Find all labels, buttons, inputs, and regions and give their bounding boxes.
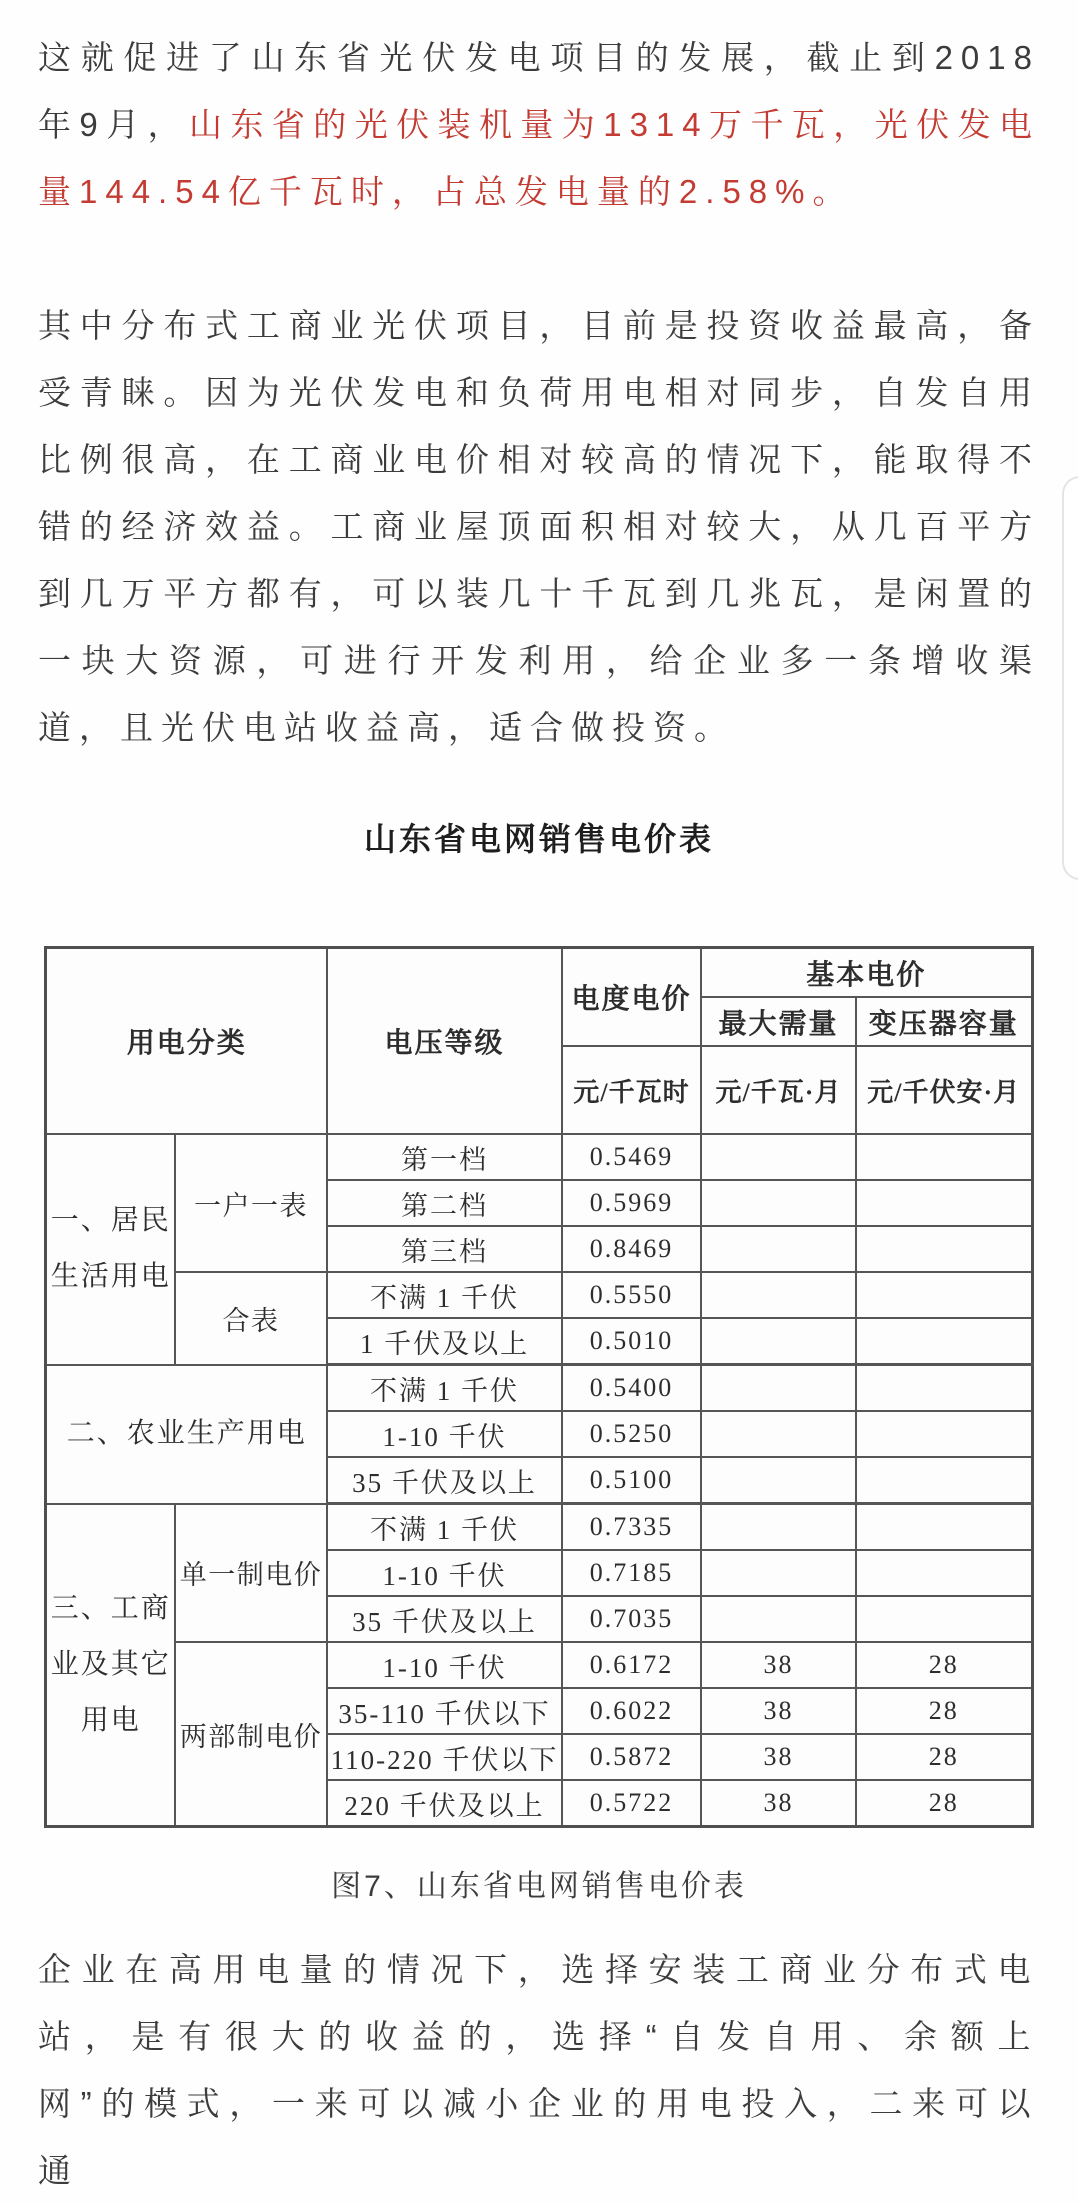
price-cell: 0.7335 (562, 1504, 701, 1551)
intro-highlight-text: 山东省的光伏装机量为1314万千瓦，光伏发电量144.54亿千瓦时，占总发电量的2.58%。 (38, 106, 1040, 210)
table-row (46, 1272, 1032, 1318)
header-transformer: 变压器容量 (856, 997, 1032, 1046)
demand-cell: 38 (701, 1642, 856, 1688)
price-cell: 0.5969 (562, 1180, 701, 1226)
header-energy-price: 电度电价 (562, 948, 701, 1047)
group-single-meter: 一户一表 (175, 1134, 327, 1272)
floating-panel-edge (1062, 476, 1078, 880)
unit-energy: 元/千瓦时 (562, 1046, 701, 1134)
category-agriculture: 二、农业生产用电 (46, 1365, 327, 1504)
transformer-cell (856, 1134, 1032, 1180)
price-cell: 0.6022 (562, 1688, 701, 1734)
transformer-cell (856, 1457, 1032, 1504)
voltage-cell: 35-110 千伏以下 (327, 1688, 562, 1734)
transformer-cell (856, 1180, 1032, 1226)
table-row (46, 1134, 1032, 1180)
demand-cell: 38 (701, 1780, 856, 1827)
demand-cell (701, 1365, 856, 1412)
voltage-cell: 35 千伏及以上 (327, 1596, 562, 1642)
price-cell: 0.7185 (562, 1550, 701, 1596)
demand-cell (701, 1134, 856, 1180)
demand-cell (701, 1180, 856, 1226)
voltage-cell: 1 千伏及以上 (327, 1318, 562, 1365)
transformer-cell (856, 1365, 1032, 1412)
unit-transformer: 元/千伏安·月 (856, 1046, 1032, 1134)
header-category: 用电分类 (46, 948, 327, 1135)
paragraph-conclusion: 企业在高用电量的情况下，选择安装工商业分布式电站，是有很大的收益的，选择“自发自用、余额上网”的模式，一来可以减小企业的用电投入，二来可以通 (38, 1951, 1040, 2189)
price-cell: 0.8469 (562, 1226, 701, 1272)
voltage-cell: 1-10 千伏 (327, 1642, 562, 1688)
table-title: 山东省电网销售电价表 (363, 821, 714, 857)
transformer-cell (856, 1596, 1032, 1642)
voltage-cell: 不满 1 千伏 (327, 1272, 562, 1318)
voltage-cell: 1-10 千伏 (327, 1550, 562, 1596)
voltage-cell: 110-220 千伏以下 (327, 1734, 562, 1780)
category-residential: 一、居民生活用电 (46, 1134, 175, 1365)
unit-demand: 元/千瓦·月 (701, 1046, 856, 1134)
demand-cell (701, 1457, 856, 1504)
table-header-row-1 (46, 948, 1032, 998)
price-cell: 0.5550 (562, 1272, 701, 1318)
voltage-cell: 第二档 (327, 1180, 562, 1226)
transformer-cell (856, 1318, 1032, 1365)
header-voltage: 电压等级 (327, 948, 562, 1135)
transformer-cell (856, 1411, 1032, 1457)
table-row (46, 1365, 1032, 1412)
demand-cell (701, 1226, 856, 1272)
table-row (46, 1504, 1032, 1551)
demand-cell (701, 1596, 856, 1642)
demand-cell (701, 1504, 856, 1551)
header-max-demand: 最大需量 (701, 997, 856, 1046)
voltage-cell: 1-10 千伏 (327, 1411, 562, 1457)
electricity-price-table (44, 946, 1033, 1828)
table-row (46, 1642, 1032, 1688)
paragraph-commercial-pv: 其中分布式工商业光伏项目，目前是投资收益最高，备受青睐。因为光伏发电和负荷用电相对同步，自发自用比例很高，在工商业电价相对较高的情况下，能取得不错的经济效益。工商业屋顶面积相对较大，从几百平方到几万平方都有，可以装几十千瓦到几兆瓦，是闲置的一块大资源，可进行开发利用，给企业多一条增收渠道，且光伏电站收益高，适合做投资。 (38, 307, 1040, 746)
group-single-rate: 单一制电价 (175, 1504, 327, 1643)
figure-caption: 图7、山东省电网销售电价表 (331, 1870, 747, 1903)
demand-cell (701, 1550, 856, 1596)
intro-normal-text: 这就促进了山东省光伏发电项目的发展，截止到2018年9月， (38, 39, 1040, 143)
price-cell: 0.5100 (562, 1457, 701, 1504)
demand-cell: 38 (701, 1688, 856, 1734)
price-cell: 0.7035 (562, 1596, 701, 1642)
demand-cell (701, 1411, 856, 1457)
price-cell: 0.5250 (562, 1411, 701, 1457)
transformer-cell: 28 (856, 1642, 1032, 1688)
price-cell: 0.5722 (562, 1780, 701, 1827)
voltage-cell: 不满 1 千伏 (327, 1504, 562, 1551)
category-industrial-commercial: 三、工商业及其它用电 (46, 1504, 175, 1827)
group-combined-meter: 合表 (175, 1272, 327, 1365)
price-cell: 0.6172 (562, 1642, 701, 1688)
transformer-cell: 28 (856, 1688, 1032, 1734)
transformer-cell: 28 (856, 1780, 1032, 1827)
price-cell: 0.5400 (562, 1365, 701, 1412)
voltage-cell: 不满 1 千伏 (327, 1365, 562, 1412)
transformer-cell (856, 1226, 1032, 1272)
group-two-part-rate: 两部制电价 (175, 1642, 327, 1827)
transformer-cell (856, 1504, 1032, 1551)
price-cell: 0.5010 (562, 1318, 701, 1365)
voltage-cell: 第一档 (327, 1134, 562, 1180)
article-body (0, 24, 1078, 2204)
voltage-cell: 35 千伏及以上 (327, 1457, 562, 1504)
demand-cell: 38 (701, 1734, 856, 1780)
demand-cell (701, 1272, 856, 1318)
transformer-cell (856, 1272, 1032, 1318)
paragraph-intro (38, 24, 1040, 225)
transformer-cell: 28 (856, 1734, 1032, 1780)
price-cell: 0.5872 (562, 1734, 701, 1780)
transformer-cell (856, 1550, 1032, 1596)
voltage-cell: 220 千伏及以上 (327, 1780, 562, 1827)
header-basic-price: 基本电价 (701, 948, 1032, 998)
voltage-cell: 第三档 (327, 1226, 562, 1272)
demand-cell (701, 1318, 856, 1365)
price-cell: 0.5469 (562, 1134, 701, 1180)
